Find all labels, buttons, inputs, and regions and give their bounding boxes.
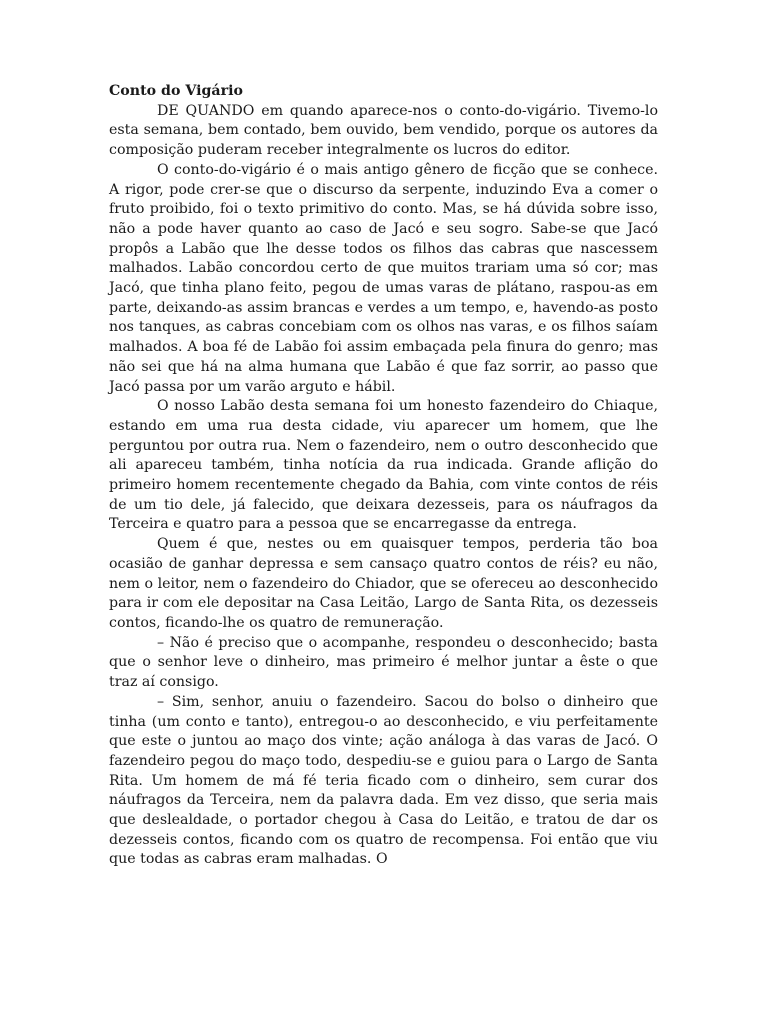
paragraph-1: DE QUANDO em quando aparece-nos o conto-do-vigário. Tivemo-lo esta semana, bem contado, bem ouvido, bem vendido, porque os autores da composição puderam receber integralmente os lucros do editor. (109, 102, 658, 159)
paragraph-5: – Não é preciso que o acompanhe, respondeu o desconhecido; basta que o senhor leve o dinheiro, mas primeiro é melhor juntar a êste o que traz aí consigo. (109, 634, 658, 691)
document-title: Conto do Vigário (109, 83, 243, 99)
paragraph-3: O nosso Labão desta semana foi um honesto fazendeiro do Chiaque, estando em uma rua desta cidade, viu aparecer um homem, que lhe perguntou por outra rua. Nem o fazendeiro, nem o outro desconhecido que ali apareceu também, tinha notícia da rua indicada. Grande aflição do primeiro homem recentemente chegado da Bahia, com vinte contos de réis de um tio dele, já falecido, que deixara dezesseis, para os náufragos da Terceira e quatro para a pessoa que se encarregasse da entrega. (109, 398, 658, 533)
paragraph-4: Quem é que, nestes ou em quaisquer tempos, perderia tão boa ocasião de ganhar depressa e sem cansaço quatro contos de réis? eu não, nem o leitor, nem o fazendeiro do Chiador, que se ofereceu ao desconhecido para ir com ele depositar na Casa Leitão, Largo de Santa Rita, os dezesseis contos, ficando-lhe os quatro de remuneração. (109, 536, 658, 631)
paragraph-6: – Sim, senhor, anuiu o fazendeiro. Sacou do bolso o dinheiro que tinha (um conto e tanto), entregou-o ao desconhecido, e viu perfeitamente que este o juntou ao maço dos vinte; ação análoga à das varas de Jacó. O fazendeiro pegou do maço todo, despediu-se e guiou para o Largo de Santa Rita. Um homem de má fé teria ficado com o dinheiro, sem curar dos náufragos da Terceira, nem da palavra dada. Em vez disso, que seria mais que deslealdade, o portador chegou à Casa do Leitão, e tratou de dar os dezesseis contos, ficando com os quatro de recompensa. Foi então que viu que todas as cabras eram malhadas. O (109, 693, 658, 868)
document-page (109, 82, 658, 870)
paragraph-2: O conto-do-vigário é o mais antigo gênero de ficção que se conhece. A rigor, pode crer-se que o discurso da serpente, induzindo Eva a comer o fruto proibido, foi o texto primitivo do conto. Mas, se há dúvida sobre isso, não a pode haver quanto ao caso de Jacó e seu sogro. Sabe-se que Jacó propôs a Labão que lhe desse todos os filhos das cabras que nascessem malhados. Labão concordou certo de que muitos trariam uma só cor; mas Jacó, que tinha plano feito, pegou de umas varas de plátano, raspou-as em parte, deixando-as assim brancas e verdes a um tempo, e, havendo-as posto nos tanques, as cabras concebiam com os olhos nas varas, e os filhos saíam malhados. A boa fé de Labão foi assim embaçada pela finura do genro; mas não sei que há na alma humana que Labão é que faz sorrir, ao passo que Jacó passa por um varão arguto e hábil. (109, 161, 658, 395)
